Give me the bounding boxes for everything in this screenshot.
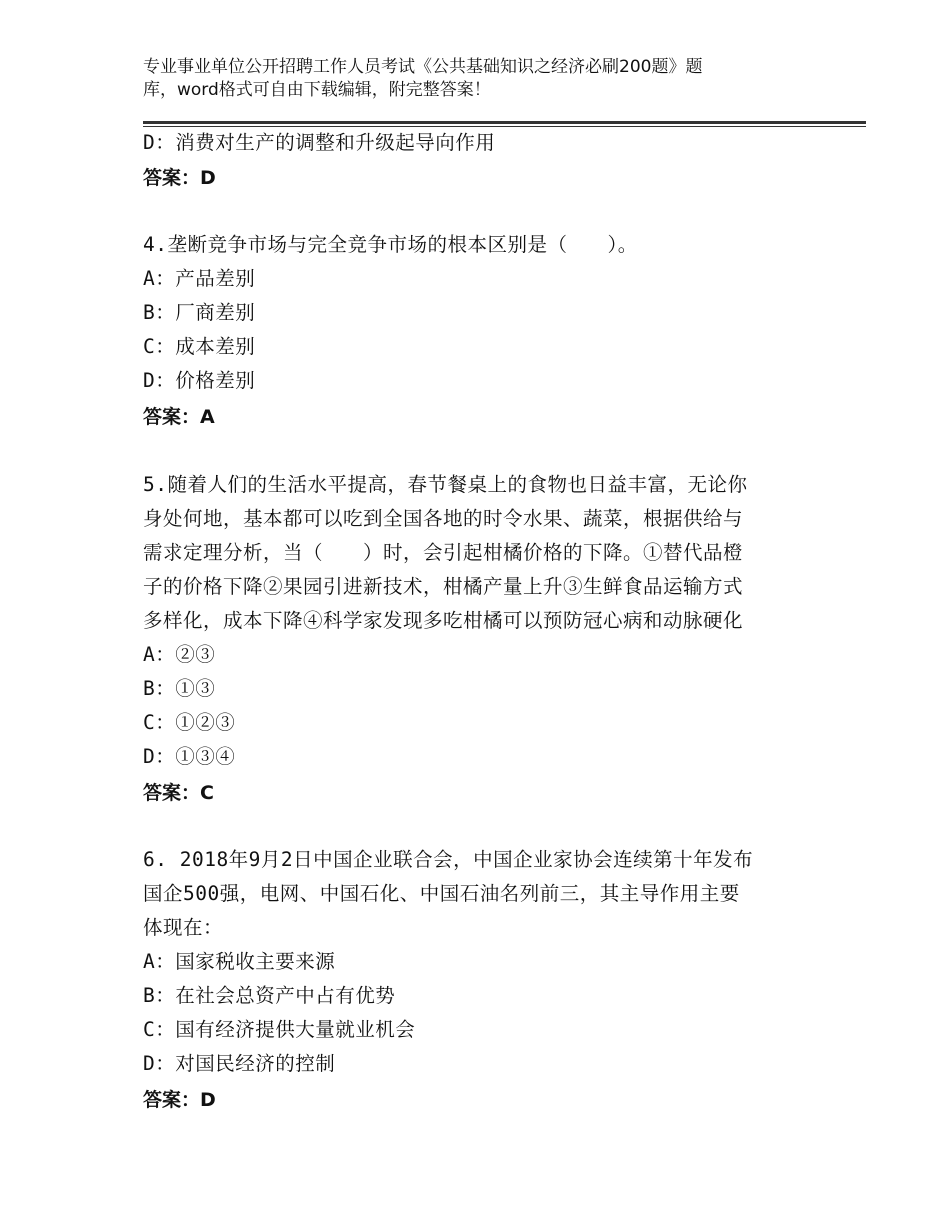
q6-option-a: A：国家税收主要来源 bbox=[143, 950, 336, 973]
q5-stem-line: 需求定理分析，当（ ）时，会引起柑橘价格的下降。①替代品橙 bbox=[143, 541, 744, 564]
q5-stem-line: 5.随着人们的生活水平提高，春节餐桌上的食物也日益丰富，无论你 bbox=[143, 473, 748, 496]
q5-stem-line: 身处何地，基本都可以吃到全国各地的时令水果、蔬菜，根据供给与 bbox=[143, 507, 744, 530]
q3-option-d: D：消费对生产的调整和升级起导向作用 bbox=[143, 131, 496, 154]
q6-stem-line: 国企500强，电网、中国石化、中国石油名列前三，其主导作用主要 bbox=[143, 882, 740, 905]
q5-option-d: D：①③④ bbox=[143, 745, 236, 768]
q6-option-d: D：对国民经济的控制 bbox=[143, 1052, 336, 1075]
q5-stem-line: 多样化，成本下降④科学家发现多吃柑橘可以预防冠心病和动脉硬化 bbox=[143, 609, 744, 632]
q5-option-b: B：①③ bbox=[143, 677, 216, 700]
q5-stem-line: 子的价格下降②果园引进新技术，柑橘产量上升③生鲜食品运输方式 bbox=[143, 575, 744, 598]
q3-answer: 答案：D bbox=[143, 167, 216, 189]
q5-answer: 答案：C bbox=[143, 782, 214, 804]
header-divider-thick bbox=[143, 121, 866, 124]
q6-stem-line: 6. 2018年9月2日中国企业联合会，中国企业家协会连续第十年发布 bbox=[143, 848, 754, 871]
q4-answer: 答案：A bbox=[143, 406, 215, 428]
q4-option-d: D：价格差别 bbox=[143, 369, 256, 392]
q4-stem: 4.垄断竞争市场与完全竞争市场的根本区别是（ ）。 bbox=[143, 233, 638, 256]
q6-answer: 答案：D bbox=[143, 1089, 216, 1111]
q6-option-b: B：在社会总资产中占有优势 bbox=[143, 984, 396, 1007]
q5-option-a: A：②③ bbox=[143, 643, 216, 666]
q6-option-c: C：国有经济提供大量就业机会 bbox=[143, 1018, 416, 1041]
q6-stem-line: 体现在： bbox=[143, 916, 224, 939]
header-line-1: 专业事业单位公开招聘工作人员考试《公共基础知识之经济必刷200题》题 bbox=[143, 57, 703, 77]
q4-option-a: A：产品差别 bbox=[143, 267, 256, 290]
q4-option-c: C：成本差别 bbox=[143, 335, 256, 358]
document-header bbox=[143, 56, 783, 102]
header-line-2: 库，word格式可自由下载编辑，附完整答案！ bbox=[143, 80, 491, 100]
header-divider-thin bbox=[143, 126, 866, 127]
q5-option-c: C：①②③ bbox=[143, 711, 236, 734]
q4-option-b: B：厂商差别 bbox=[143, 301, 256, 324]
